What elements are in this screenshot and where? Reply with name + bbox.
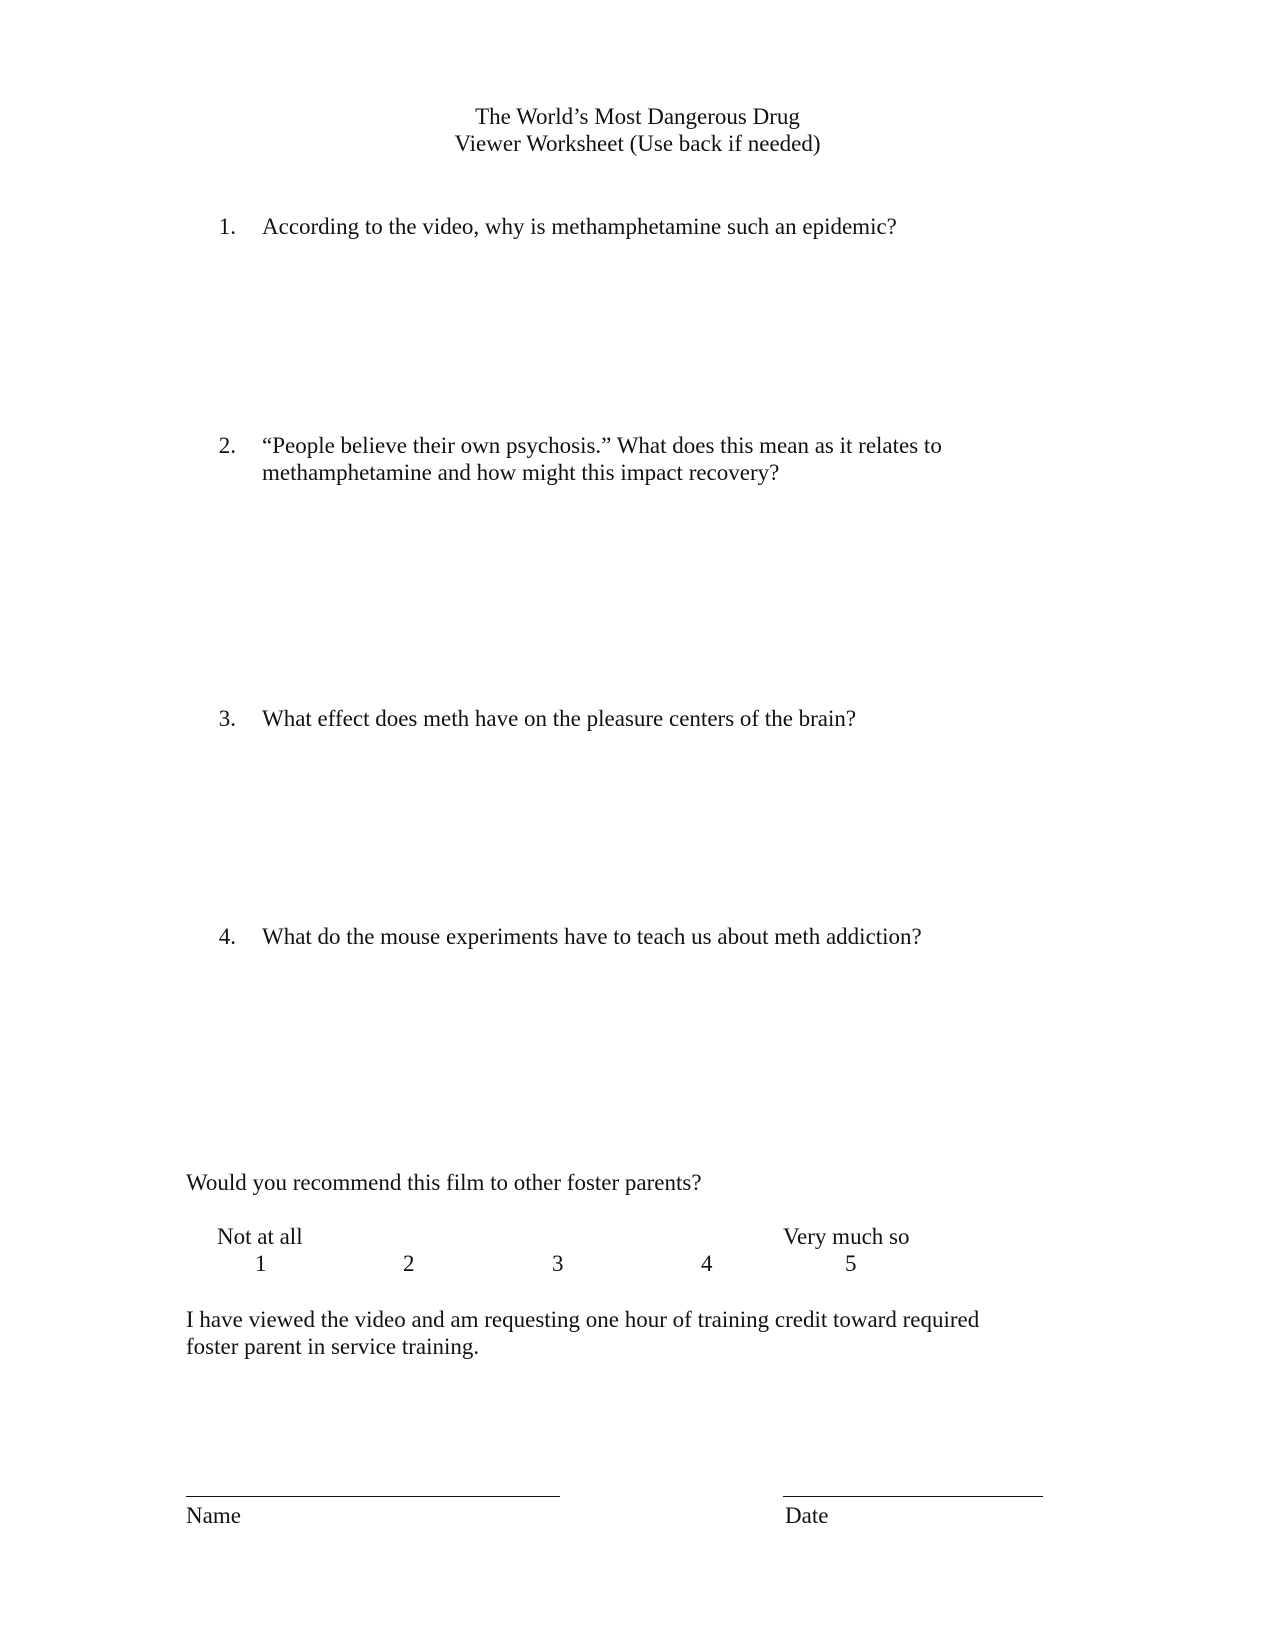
question-text: “People believe their own psychosis.” What does this mean as it relates to [262,433,942,458]
date-signature-line[interactable] [783,1496,1043,1497]
question-number: 3. [218,706,236,731]
rating-option-3: 3 [552,1251,564,1276]
question-text: What effect does meth have on the pleasure centers of the brain? [262,706,857,731]
rating-option-2: 2 [403,1251,415,1276]
rating-question: Would you recommend this film to other foster parents? [186,1170,702,1195]
name-signature-line[interactable] [186,1496,560,1497]
rating-high-label: Very much so [783,1224,910,1249]
worksheet-title: The World’s Most Dangerous Drug [475,104,800,129]
question-text: What do the mouse experiments have to teach us about meth addiction? [262,924,922,949]
rating-low-label: Not at all [217,1224,303,1249]
rating-option-4: 4 [701,1251,713,1276]
rating-option-1: 1 [255,1251,267,1276]
credit-statement-line-1: I have viewed the video and am requesting one hour of training credit toward required [186,1307,980,1332]
date-label: Date [785,1503,829,1528]
question-text: According to the video, why is methamphetamine such an epidemic? [262,214,897,239]
rating-option-5: 5 [845,1251,857,1276]
name-label: Name [186,1503,241,1528]
question-number: 2. [218,433,236,458]
worksheet-subtitle: Viewer Worksheet (Use back if needed) [454,131,821,156]
question-text: methamphetamine and how might this impact recovery? [262,460,780,485]
question-number: 4. [218,924,236,949]
question-number: 1. [218,214,236,239]
credit-statement-line-2: foster parent in service training. [186,1334,480,1359]
